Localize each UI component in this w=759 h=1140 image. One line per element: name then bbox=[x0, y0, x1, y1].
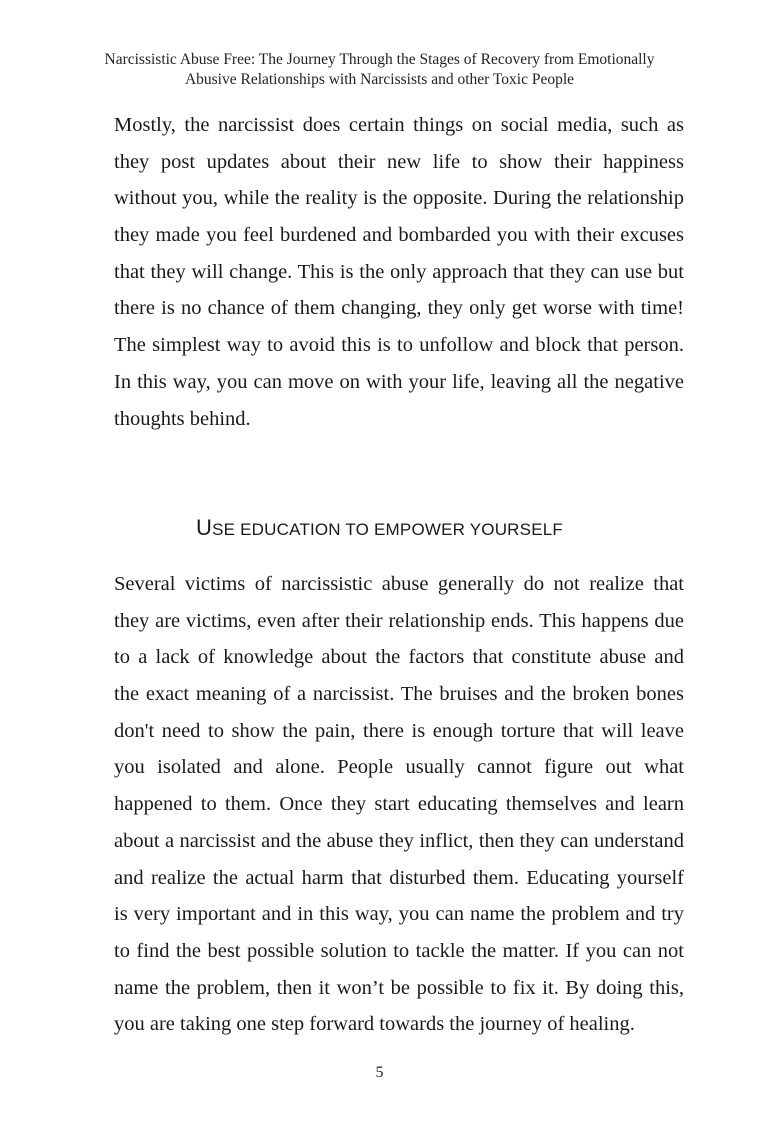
paragraph-line: name the problem, then it won’t be possible to fix it. By doing this, bbox=[114, 976, 684, 999]
paragraph-1 bbox=[114, 107, 684, 437]
paragraph-line: and realize the actual harm that disturbed them. Educating yourself bbox=[114, 866, 684, 889]
paragraph-line: that they will change. This is the only approach that they can use but bbox=[114, 260, 684, 283]
paragraph-line: thoughts behind. bbox=[114, 407, 251, 430]
page-number: 5 bbox=[375, 1064, 384, 1081]
paragraph-line: Mostly, the narcissist does certain things on social media, such as bbox=[114, 114, 684, 136]
section-heading-rest: SE EDUCATION TO EMPOWER YOURSELF bbox=[212, 520, 563, 539]
paragraph-line: In this way, you can move on with your life, leaving all the negative bbox=[114, 370, 684, 393]
section-heading bbox=[60, 515, 699, 541]
section-heading-initial: U bbox=[196, 515, 213, 540]
paragraph-line: Several victims of narcissistic abuse generally do not realize that bbox=[114, 573, 684, 595]
paragraph-line: the exact meaning of a narcissist. The bruises and the broken bones bbox=[114, 683, 684, 706]
paragraph-line: to find the best possible solution to tackle the matter. If you can not bbox=[114, 939, 684, 962]
paragraph-line: without you, while the reality is the opposite. During the relationship bbox=[114, 187, 684, 210]
paragraph-line: they post updates about their new life to show their happiness bbox=[114, 150, 684, 173]
paragraph-line: don't need to show the pain, there is enough torture that will leave bbox=[114, 719, 684, 742]
paragraph-line: to a lack of knowledge about the factors that constitute abuse and bbox=[114, 646, 684, 669]
running-header-line-1: Narcissistic Abuse Free: The Journey Through the Stages of Recovery from Emotionally bbox=[104, 51, 655, 68]
paragraph-line: they made you feel burdened and bombarded you with their excuses bbox=[114, 224, 684, 247]
paragraph-line: there is no chance of them changing, they only get worse with time! bbox=[114, 297, 684, 320]
paragraph-line: they are victims, even after their relationship ends. This happens due bbox=[114, 609, 684, 632]
paragraph-2 bbox=[114, 566, 684, 1043]
paragraph-line: you isolated and alone. People usually cannot figure out what bbox=[114, 756, 684, 779]
running-header bbox=[60, 50, 699, 90]
paragraph-line: happened to them. Once they start educating themselves and learn bbox=[114, 793, 684, 816]
running-header-line-2: Abusive Relationships with Narcissists and other Toxic People bbox=[184, 71, 575, 88]
paragraph-line: you are taking one step forward towards the journey of healing. bbox=[114, 1013, 635, 1036]
paragraph-line: is very important and in this way, you can name the problem and try bbox=[114, 903, 684, 926]
paragraph-line: The simplest way to avoid this is to unfollow and block that person. bbox=[114, 334, 684, 357]
paragraph-line: about a narcissist and the abuse they inflict, then they can understand bbox=[114, 829, 684, 852]
